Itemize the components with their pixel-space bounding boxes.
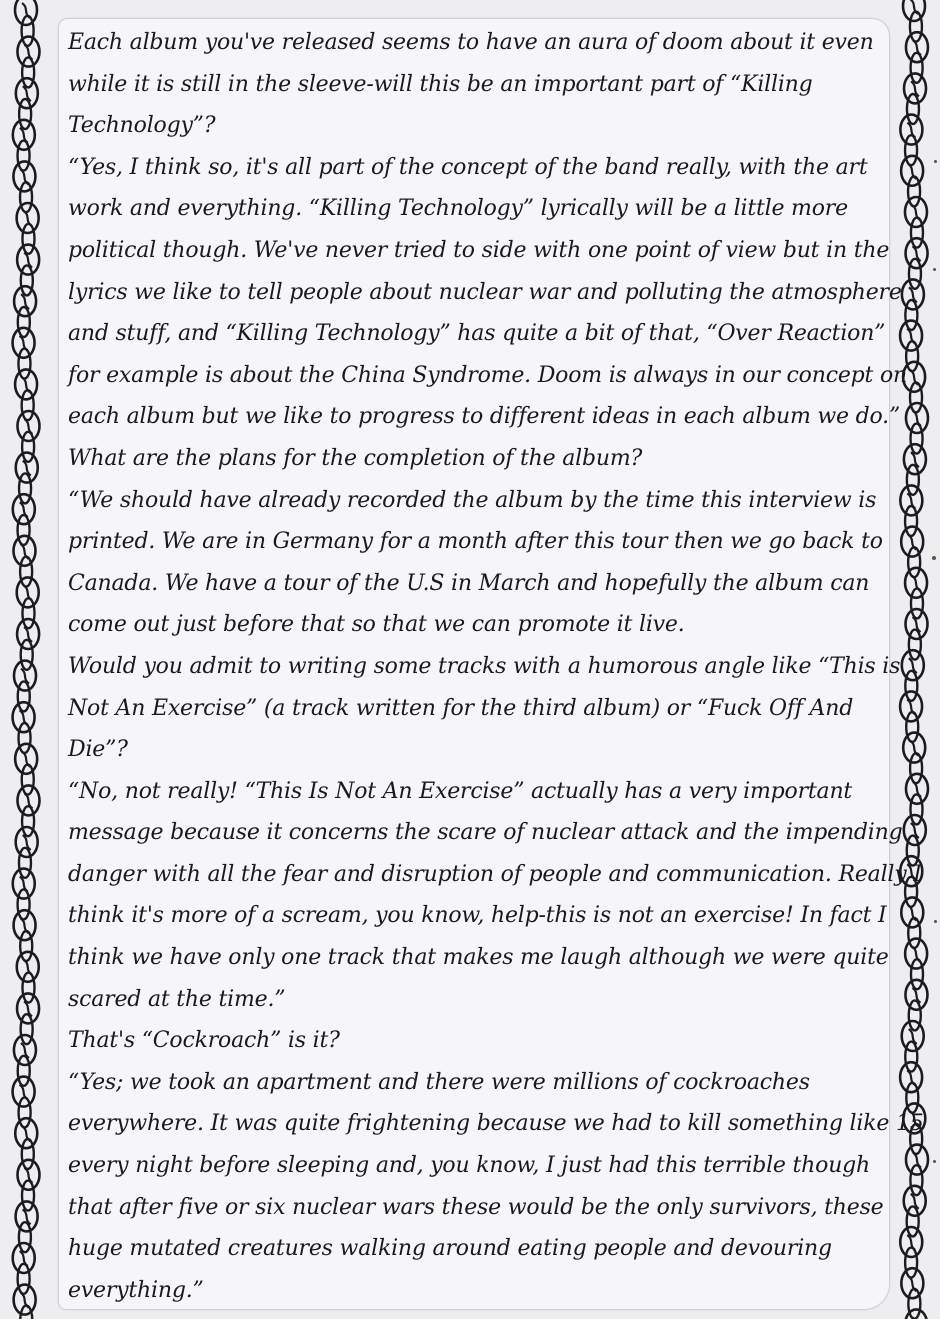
chain-link: [906, 609, 928, 639]
chain-link: [19, 473, 31, 503]
chain-link: [13, 869, 35, 899]
chain-link: [18, 1056, 30, 1086]
chain-link: [22, 765, 34, 795]
chain-link: [19, 848, 31, 878]
chain-link: [22, 1139, 34, 1169]
chain-link: [18, 349, 30, 379]
chain-link: [900, 485, 922, 515]
text-line: scared at the time.”: [68, 986, 286, 1012]
chain-link: [17, 411, 39, 441]
text-line: What are the plans for the completion of the album?: [68, 445, 643, 471]
chain-link: [17, 1160, 39, 1190]
chain-link: [13, 536, 35, 566]
chain-link: [14, 661, 36, 691]
chain-link: [15, 1118, 37, 1148]
chain-link: [911, 218, 923, 248]
chain-link: [14, 1035, 36, 1065]
text-line: while it is still in the sleeve-will this be an important part of “Killing: [68, 71, 813, 97]
chain-link: [17, 245, 39, 275]
text-line: huge mutated creatures walking around eating people and devouring: [68, 1236, 832, 1262]
chain-link: [900, 115, 922, 145]
chain-link: [13, 328, 35, 358]
chain-link: [901, 897, 923, 927]
chain-link: [16, 1201, 38, 1231]
chain-link: [900, 691, 922, 721]
chain-link: [19, 1097, 31, 1127]
chain-link: [18, 1264, 30, 1294]
chain-link: [22, 224, 34, 254]
chain-link: [903, 733, 925, 763]
chain-link: [902, 650, 924, 680]
chain-link: [15, 369, 37, 399]
ink-speck: [933, 268, 936, 271]
chain-link: [14, 910, 36, 940]
chain-link: [911, 424, 923, 454]
text-line: and stuff, and “Killing Technology” has quite a bit of that, “Over Reaction”: [68, 321, 886, 347]
chain-link: [906, 712, 918, 742]
chain-link: [906, 774, 928, 804]
left-chain-border: [4, 0, 48, 1319]
chain-link: [21, 1014, 33, 1044]
chain-link: [16, 827, 38, 857]
text-line: think it's more of a scream, you know, help-this is not an exercise! In fact I: [68, 903, 887, 929]
chain-link: [911, 53, 923, 83]
chain-link: [17, 993, 39, 1023]
chain-link: [908, 176, 920, 206]
chain-link: [21, 265, 33, 295]
chain-link: [13, 1077, 35, 1107]
chain-link: [18, 141, 30, 171]
chain-link: [18, 307, 30, 337]
chain-link: [901, 527, 923, 557]
text-line: Not An Exercise” (a track written for the third album) or “Fuck Off And: [68, 695, 854, 721]
ink-speck: [932, 556, 936, 560]
text-line: message because it concerns the scare of nuclear attack and the impending: [68, 820, 903, 846]
chain-link: [905, 1248, 917, 1278]
chain-link: [15, 0, 37, 25]
text-line: Each album you've released seems to have an aura of doom about it even: [68, 30, 874, 55]
chain-link: [905, 197, 927, 227]
chain-link: [905, 1042, 917, 1072]
text-line: Technology”?: [68, 113, 216, 139]
chain-link: [13, 494, 35, 524]
chain-link: [22, 432, 34, 462]
text-line: each album but we like to progress to different ideas in each album we do.”: [68, 404, 901, 430]
chain-link: [22, 598, 34, 628]
chain-link: [22, 57, 34, 87]
chain-link: [22, 973, 34, 1003]
chain-link: [902, 1021, 924, 1051]
chain-link: [20, 557, 32, 587]
chain-link: [900, 321, 922, 351]
chain-link: [908, 1289, 920, 1319]
chain-link: [15, 744, 37, 774]
chain-link: [19, 1222, 31, 1252]
text-line: political though. We've never tried to side with one point of view but in the: [68, 237, 890, 263]
chain-link: [905, 135, 917, 165]
chain-link: [906, 341, 918, 371]
text-line: “We should have already recorded the album by the time this interview is: [68, 487, 877, 513]
chain-link: [13, 120, 35, 150]
chain-link: [17, 577, 39, 607]
chain-link: [13, 702, 35, 732]
chain-link: [22, 16, 34, 46]
chain-link: [911, 588, 923, 618]
text-line: “Yes, I think so, it's all part of the concept of the band really, with the art: [68, 154, 868, 180]
chain-link: [20, 931, 32, 961]
chain-link: [20, 1305, 32, 1319]
chain-link: [19, 99, 31, 129]
chain-link: [908, 918, 920, 948]
chain-link: [911, 959, 923, 989]
chain-link: [18, 515, 30, 545]
chain-link: [17, 619, 39, 649]
chain-link: [910, 382, 922, 412]
interview-text: [68, 22, 924, 1311]
chain-link: [910, 753, 922, 783]
chain-link: [900, 1062, 922, 1092]
text-line: everywhere. It was quite frightening because we had to kill something like 15: [68, 1111, 924, 1137]
chain-link: [14, 1285, 36, 1315]
text-line: lyrics we like to tell people about nuclear war and polluting the atmosphere: [68, 279, 902, 305]
chain-link: [905, 568, 927, 598]
chain-link: [906, 1145, 928, 1175]
chain-link: [905, 939, 927, 969]
chain-link: [907, 94, 919, 124]
chain-link: [905, 980, 927, 1010]
text-line: think we have only one track that makes me laugh although we were quite: [68, 945, 889, 971]
chain-link: [905, 506, 917, 536]
chain-link: [907, 465, 919, 495]
chain-link: [907, 1206, 919, 1236]
chain-link: [17, 952, 39, 982]
chain-link: [909, 1000, 921, 1030]
chain-link: [13, 161, 35, 191]
chain-link: [22, 806, 34, 836]
chain-link: [14, 286, 36, 316]
text-line: everything.”: [68, 1277, 204, 1303]
chain-link: [906, 32, 928, 62]
text-line: “No, not really! “This Is Not An Exercise” actually has a very important: [68, 778, 853, 804]
chain-link: [910, 1165, 922, 1195]
text-line: danger with all the fear and disruption of people and communication. Really I: [68, 861, 922, 887]
text-line: Would you admit to writing some tracks with a humorous angle like “This is: [68, 653, 901, 679]
chain-link: [910, 12, 922, 42]
chain-link: [906, 238, 928, 268]
text-line: that after five or six nuclear wars these would be the only survivors, these: [68, 1194, 884, 1220]
text-line: for example is about the China Syndrome. Doom is always in our concept on: [68, 362, 907, 388]
chain-link: [13, 1243, 35, 1273]
chain-link: [909, 259, 921, 289]
chain-link: [18, 681, 30, 711]
chain-link: [19, 723, 31, 753]
text-line: work and everything. “Killing Technology” lyrically will be a little more: [68, 196, 848, 222]
chain-link: [17, 37, 39, 67]
chain-link: [16, 78, 38, 108]
chain-link: [902, 279, 924, 309]
text-line: come out just before that so that we can promote it live.: [68, 612, 685, 638]
text-line: Canada. We have a tour of the U.S in March and hopefully the album can: [68, 570, 870, 596]
chain-link: [22, 390, 34, 420]
chain-link: [901, 156, 923, 186]
text-line: printed. We are in Germany for a month after this tour then we go back to: [68, 529, 883, 555]
chain-link: [906, 403, 928, 433]
chain-link: [909, 630, 921, 660]
chain-link: [21, 640, 33, 670]
chain-link: [22, 1181, 34, 1211]
text-line: Die”?: [68, 737, 128, 763]
text-line: every night before sleeping and, you know, I just had this terrible though: [68, 1153, 871, 1179]
chain-link: [20, 182, 32, 212]
ink-speck: [934, 920, 937, 923]
chain-link: [910, 794, 922, 824]
ink-speck: [934, 160, 937, 163]
chain-link: [17, 203, 39, 233]
chain-link: [905, 300, 917, 330]
chain-link: [905, 671, 917, 701]
chain-link: [17, 785, 39, 815]
chain-link: [16, 453, 38, 483]
chain-link: [900, 1227, 922, 1257]
text-line: “Yes; we took an apartment and there were millions of cockroaches: [68, 1069, 810, 1095]
ink-speck: [933, 1160, 936, 1163]
chain-link: [908, 547, 920, 577]
text-line: That's “Cockroach” is it?: [68, 1028, 340, 1054]
chain-link: [18, 889, 30, 919]
chain-link: [906, 1083, 918, 1113]
